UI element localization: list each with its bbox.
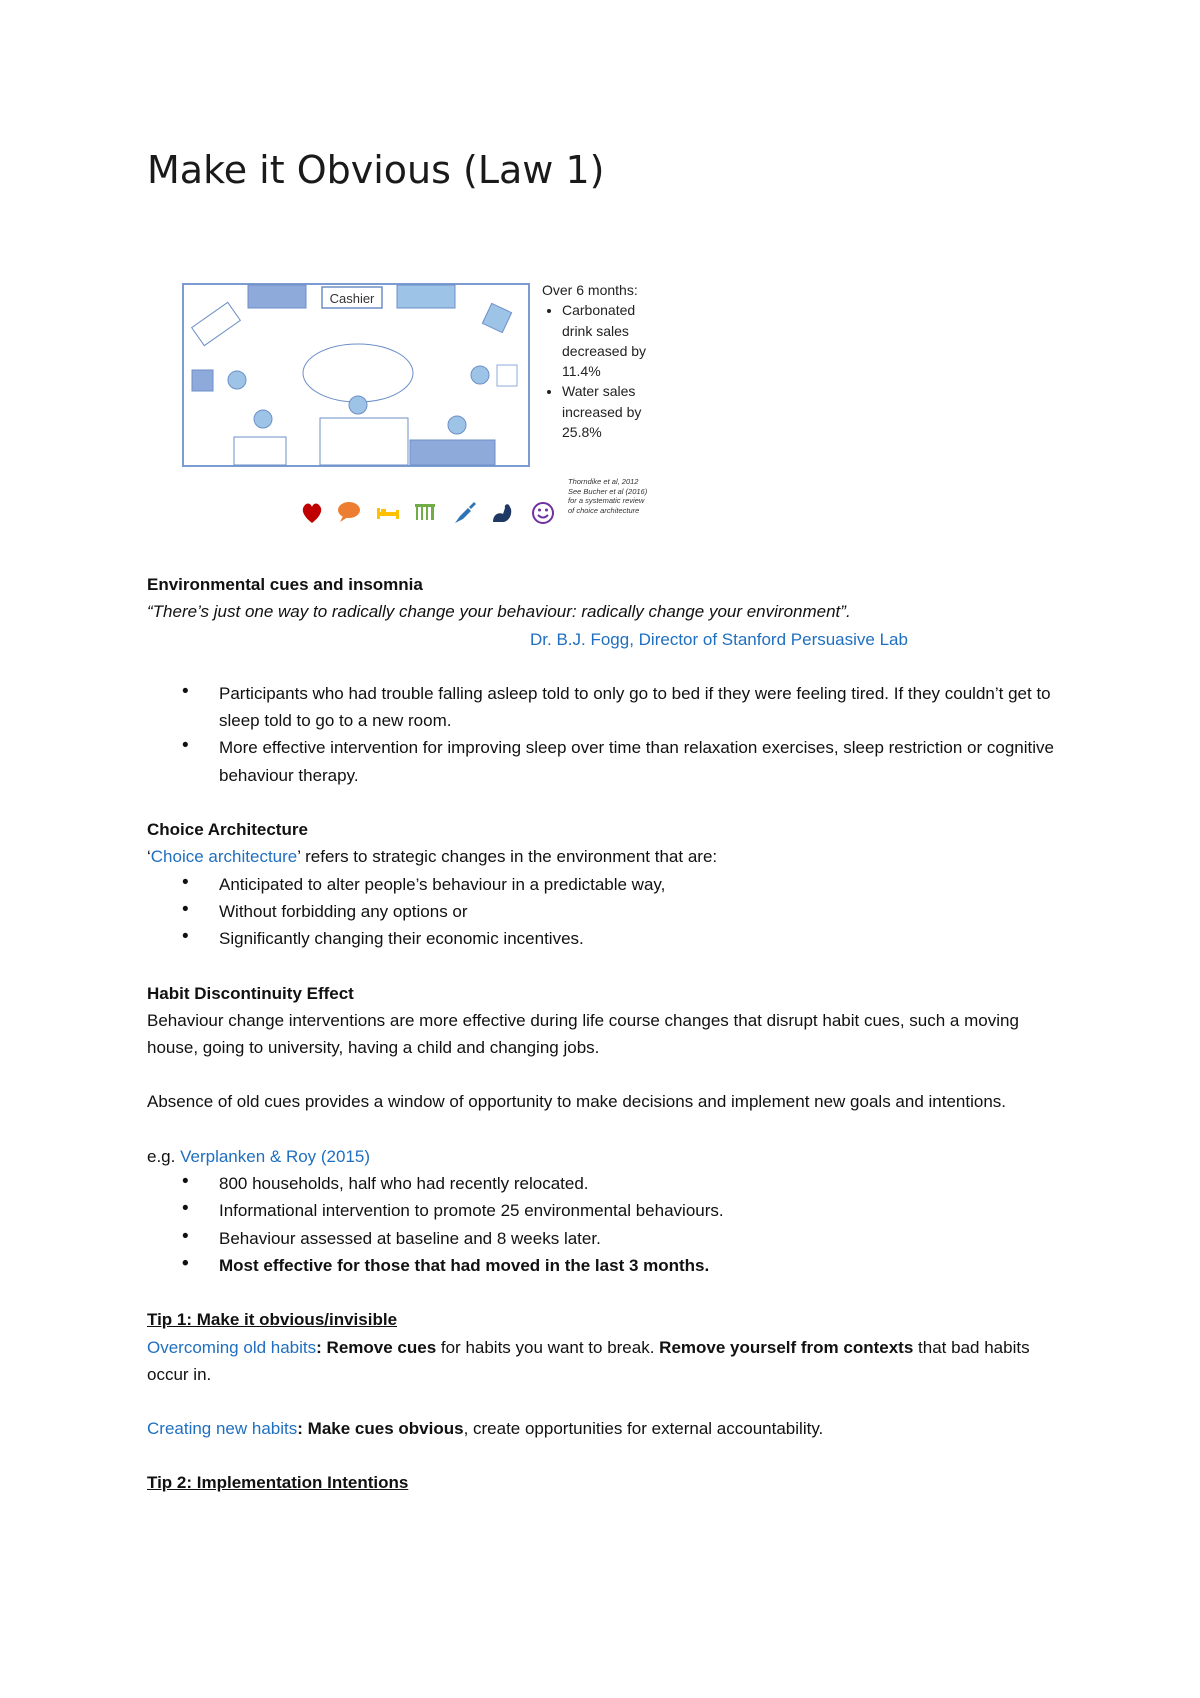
counter-right [410, 440, 495, 465]
seat [448, 416, 466, 434]
bold-text: Remove cues [321, 1337, 437, 1357]
choice-architecture-figure [180, 275, 670, 535]
choice-bullet-list [147, 871, 1067, 953]
center-table [303, 344, 413, 402]
bed-icon [375, 500, 401, 522]
citation-line: for a systematic review [568, 496, 645, 505]
counter-center [320, 418, 408, 465]
section-heading-choice-architecture: Choice Architecture [147, 820, 308, 840]
seat [471, 366, 489, 384]
choice-architecture-link[interactable]: Choice architecture [150, 847, 298, 867]
citation-line: of choice architecture [568, 505, 640, 515]
body-text: that bad habits occur in. [147, 1337, 1030, 1384]
overcoming-old-habits-paragraph [147, 1334, 1067, 1389]
example-prefix: e.g. [147, 1146, 181, 1166]
habit-paragraph-1: Behaviour change interventions are more effective during life course changes that disrupt habit cues, such a moving house, going to university, having a child and changing jobs. [147, 1010, 1019, 1058]
intro-text: refers to strategic changes in the environment that are: [300, 847, 718, 867]
list-item: • Most effective for those that had moved in the last 3 months. [147, 1252, 1067, 1279]
document-body [147, 571, 1067, 1497]
colon: : [316, 1337, 322, 1357]
syringe-icon [452, 500, 478, 526]
page-title: Make it Obvious (Law 1) [147, 148, 605, 192]
bold-text: Make cues obvious [302, 1419, 464, 1439]
habit-bullet-list [147, 1170, 1067, 1279]
speech-bubble-icon [336, 500, 362, 524]
overcoming-old-habits-link[interactable]: Overcoming old habits [147, 1337, 317, 1357]
list-item: • More effective intervention for improving sleep over time than relaxation exercises, sleep restriction or cognitive behaviour therapy. [147, 734, 1067, 789]
square-table-right [497, 365, 517, 386]
close-quote: ’ [297, 847, 301, 867]
list-item: • Anticipated to alter people’s behaviour in a predictable way, [147, 871, 1067, 898]
fogg-quote: “There’s just one way to radically change your behaviour: radically change your environment”. [147, 602, 851, 622]
section-heading-environmental-cues: Environmental cues and insomnia [147, 575, 423, 594]
choice-architecture-intro [147, 843, 1067, 870]
seat [254, 410, 272, 428]
heart-icon [300, 500, 324, 526]
health-icon-row [300, 500, 560, 530]
list-item: • Significantly changing their economic incentives. [147, 925, 1067, 952]
body-text: , create opportunities for external accountability. [463, 1419, 824, 1439]
cafeteria-floorplan [180, 275, 540, 475]
open-quote: ‘ [147, 847, 151, 867]
figure-citation [568, 477, 668, 515]
quote-attribution: Dr. B.J. Fogg, Director of Stanford Persuasive Lab [530, 629, 908, 649]
tip1-heading: Tip 1: Make it obvious/invisible [147, 1310, 398, 1330]
citation-line: See Bucher et al (2016) [568, 486, 648, 496]
cashier-label: Cashier [329, 291, 375, 306]
example-line [147, 1143, 1067, 1170]
list-item: • Participants who had trouble falling asleep told to only go to bed if they were feeling tired. If they couldn’t get to sleep told to go to a new room. [147, 680, 1067, 735]
list-item: • Informational intervention to promote 25 environmental behaviours. [147, 1197, 1067, 1224]
seat [228, 371, 246, 389]
section-heading-habit-discontinuity: Habit Discontinuity Effect [147, 983, 354, 1003]
citation-line: Thorndike et al, 2012 [568, 477, 639, 486]
list-item: • Without forbidding any options or [147, 898, 1067, 925]
figure-stats [542, 280, 662, 442]
creating-new-habits-link[interactable]: Creating new habits [147, 1419, 298, 1439]
stats-intro: Over 6 months: [542, 282, 638, 298]
seat [349, 396, 367, 414]
shelf-top-left [248, 285, 306, 308]
bold-text: Remove yourself from contexts [659, 1337, 914, 1357]
colon: : [297, 1419, 303, 1439]
verplanken-roy-link[interactable]: Verplanken & Roy (2015) [180, 1146, 371, 1166]
habit-paragraph-2: Absence of old cues provides a window of opportunity to make decisions and implement new goals and intentions. [147, 1092, 1007, 1112]
body-text: for habits you want to break. [436, 1337, 660, 1357]
counter-left [234, 437, 286, 465]
stat-item: • Water sales increased by 25.8% [562, 381, 662, 442]
stat-item: • Carbonated drink sales decreased by 11.4% [562, 300, 662, 381]
list-item: • Behaviour assessed at baseline and 8 weeks later. [147, 1225, 1067, 1252]
shelf-top-right [397, 285, 455, 308]
list-item: • 800 households, half who had recently relocated. [147, 1170, 1067, 1197]
tip2-heading: Tip 2: Implementation Intentions [147, 1473, 409, 1493]
smiley-face-icon [530, 500, 556, 526]
cutlery-icon [413, 500, 439, 524]
stats-list [542, 300, 662, 442]
creating-new-habits-paragraph [147, 1415, 1067, 1442]
insomnia-bullet-list [147, 680, 1067, 789]
flexed-arm-icon [490, 500, 516, 526]
square-table-left [192, 370, 213, 391]
